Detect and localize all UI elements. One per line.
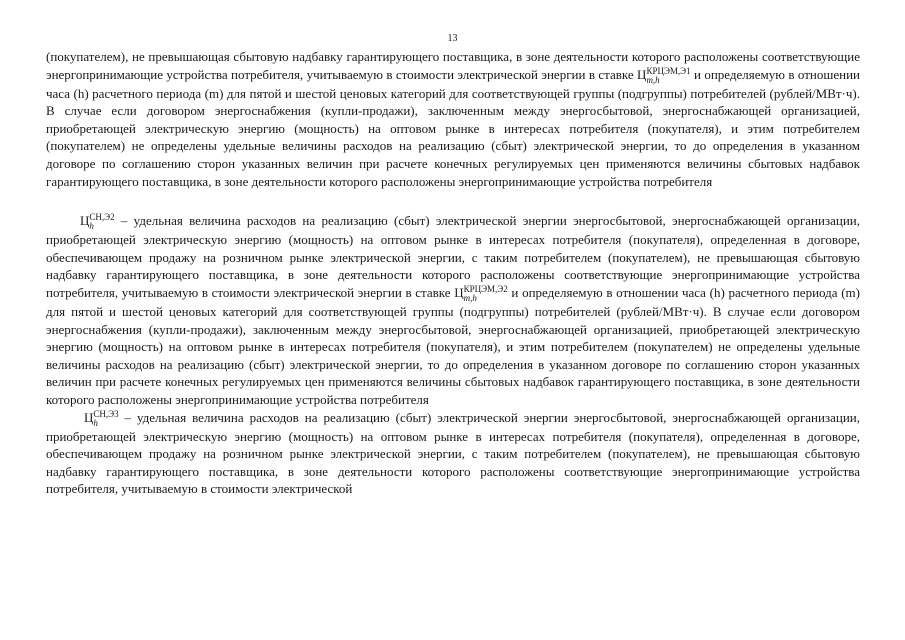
symbol-superscript: КРЦЭМ,Э2 <box>463 283 508 294</box>
symbol-krcem-e1 <box>637 65 691 85</box>
symbol-krcem-e2 <box>454 283 508 303</box>
paragraph-2-text-a: – удельная величина расходов на реализацию (сбыт) электрической энергии энергосбытовой, энергоснабжающей организации, приобретающей электрическую энергию (мощность) на оптовом рынке в интересах потребителя (покупателя), определенная в договоре, обеспечивающем продажу на розничном рынке электрической энергии, с таким потребителем (покупателем), не превышающая сбытовую надбавку гарантирующего поставщика, в зоне деятельности которого расположены соответствующие энергопринимающие устройства потребителя, учитываемую в стоимости электрической энергии в ставке <box>46 213 860 300</box>
symbol-sn-e2 <box>80 212 115 232</box>
symbol-subscript: h <box>89 221 94 232</box>
paragraph-3 <box>46 409 860 498</box>
paragraph-3-text-a: – удельная величина расходов на реализацию (сбыт) электрической энергии энергосбытовой, энергоснабжающей организации, приобретающей электрическую энергию (мощность) на оптовом рынке в интересах потребителя (покупателя), определенная в договоре, обеспечивающем продажу на розничном рынке электрической энергии, с таким потребителем (покупателем), не превышающая сбытовую надбавку гарантирующего поставщика, в зоне деятельности которого расположены соответствующие энергопринимающие устройства потребителя, учитываемую в стоимости электрической <box>46 409 860 497</box>
paragraph-1 <box>46 48 860 190</box>
symbol-superscript: СН,Э2 <box>89 212 115 223</box>
paragraph-2 <box>46 212 860 408</box>
document-body <box>46 48 860 498</box>
symbol-subscript: m,h <box>646 74 660 85</box>
symbol-superscript: СН,Э3 <box>93 408 119 419</box>
symbol-subscript: h <box>93 417 98 428</box>
symbol-base: Ц <box>637 66 647 82</box>
paragraph-1-text-b: и определяемую в отношении часа (h) расчетного периода (m) для пятой и шестой ценовых категорий для соответствующей группы (подгруппы) потребителей (рублей/МВт·ч). В случае если договором энергоснабжения (купли-продажи), заключенным между энергосбытовой, энергоснабжающей организацией, приобретающей электрическую энергию (мощность) на оптовом рынке в интересах потребителя (покупателя), и этим потребителем (покупателем) не определены удельные величины расходов на реализацию (сбыт) электрической энергии, то до определения в указанном договоре по соглашению сторон указанных величин при расчете конечных регулируемых цен применяются величины сбытовых надбавок гарантирующего поставщика, в зоне деятельности которого расположены энергопринимающие устройства потребителя <box>46 66 860 189</box>
symbol-base: Ц <box>454 284 464 300</box>
paragraph-2-text-b: и определяемую в отношении часа (h) расчетного периода (m) для пятой и шестой ценовых категорий для соответствующей группы (подгруппы) потребителей (рублей/МВт·ч). В случае если договором энергоснабжения (купли-продажи), заключенным между энергосбытовой, энергоснабжающей организацией, приобретающей электрическую энергию (мощность) на оптовом рынке в интересах потребителя (покупателя), и этим потребителем (покупателем) не определены удельные величины расходов на реализацию (сбыт) электрической энергии, то до определения в указанном договоре по соглашению сторон указанных величин при расчете конечных регулируемых цен применяются величины сбытовых надбавок гарантирующего поставщика, в зоне деятельности которого расположены энергопринимающие устройства потребителя <box>46 284 860 407</box>
symbol-base: Ц <box>84 409 94 425</box>
symbol-sn-e3 <box>84 408 119 428</box>
symbol-superscript: КРЦЭМ,Э1 <box>646 65 691 76</box>
paragraph-1-text-a: (покупателем), не превышающая сбытовую надбавку гарантирующего поставщика, в зоне деятельности которого расположены соответствующие энергопринимающие устройства потребителя, учитываемую в стоимости электрической энергии в ставке <box>46 49 860 82</box>
symbol-subscript: m,h <box>463 292 477 303</box>
page-number: 13 <box>447 33 458 44</box>
symbol-base: Ц <box>80 213 90 229</box>
